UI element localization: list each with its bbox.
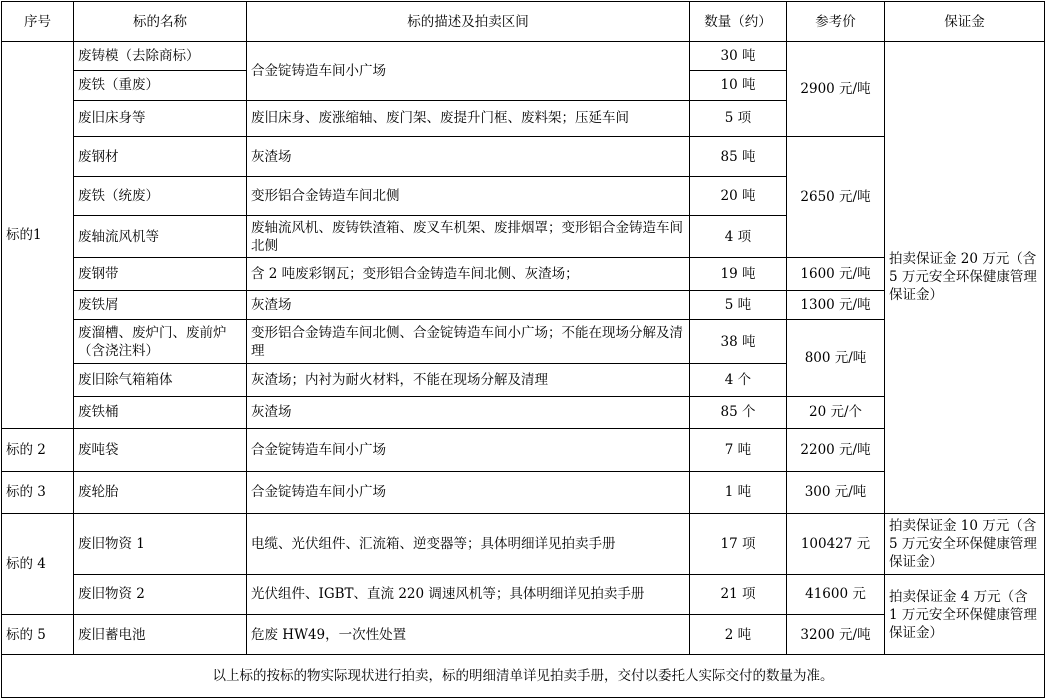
item-name: 废轴流风机等: [74, 215, 247, 257]
header-desc: 标的描述及拍卖区间: [247, 2, 690, 42]
item-desc: 电缆、光伏组件、汇流箱、逆变器等；具体明细详见拍卖手册: [247, 513, 690, 574]
item-desc: 废轴流风机、废铸铁渣箱、废叉车机架、废排烟罩；变形铝合金铸造车间北侧: [247, 215, 690, 257]
item-qty: 19 吨: [690, 258, 787, 290]
item-price: 300 元/吨: [787, 471, 885, 513]
item-qty: 4 项: [690, 215, 787, 257]
item-desc: 灰渣场: [247, 290, 690, 319]
item-desc: 合金锭铸造车间小广场: [247, 471, 690, 513]
deposit-lots-1-3: 拍卖保证金 20 万元（含 5 万元安全环保健康管理保证金）: [885, 42, 1045, 514]
item-qty: 7 吨: [690, 429, 787, 471]
item-name: 废溜槽、废炉门、废前炉（含浇注料）: [74, 319, 247, 363]
item-desc: 变形铝合金铸造车间北侧: [247, 177, 690, 215]
lot-2-label: 标的 2: [2, 429, 74, 471]
item-name: 废旧蓄电池: [74, 615, 247, 655]
item-qty: 85 吨: [690, 137, 787, 177]
lot-3-label: 标的 3: [2, 471, 74, 513]
auction-items-table: [1, 1, 1045, 698]
item-name: 废旧床身等: [74, 100, 247, 136]
item-desc: 光伏组件、IGBT、直流 220 调速风机等；具体明细详见拍卖手册: [247, 574, 690, 614]
item-qty: 17 项: [690, 513, 787, 574]
item-qty: 2 吨: [690, 615, 787, 655]
item-name: 废铁屑: [74, 290, 247, 319]
item-qty: 5 项: [690, 100, 787, 136]
item-desc: 含 2 吨废彩钢瓦；变形铝合金铸造车间北侧、灰渣场；: [247, 258, 690, 290]
item-desc: 灰渣场: [247, 137, 690, 177]
lot-5-label: 标的 5: [2, 615, 74, 655]
deposit-lot-4: 拍卖保证金 10 万元（含 5 万元安全环保健康管理保证金）: [885, 513, 1045, 574]
footer-row: [2, 655, 1045, 698]
table-row: [2, 574, 1045, 614]
item-price: 1600 元/吨: [787, 258, 885, 290]
header-name: 标的名称: [74, 2, 247, 42]
item-price: 2200 元/吨: [787, 429, 885, 471]
table-row: [2, 513, 1045, 574]
item-name: 废钢材: [74, 137, 247, 177]
item-price: 2900 元/吨: [787, 42, 885, 137]
item-name: 废吨袋: [74, 429, 247, 471]
item-price: 100427 元: [787, 513, 885, 574]
item-desc: 灰渣场: [247, 396, 690, 428]
header-qty: 数量（约）: [690, 2, 787, 42]
item-price: 20 元/个: [787, 396, 885, 428]
item-name: 废旧除气箱箱体: [74, 364, 247, 396]
item-qty: 5 吨: [690, 290, 787, 319]
item-price: 3200 元/吨: [787, 615, 885, 655]
item-desc: 废旧床身、废涨缩轴、废门架、废提升门框、废料架；压延车间: [247, 100, 690, 136]
item-price: 1300 元/吨: [787, 290, 885, 319]
item-qty: 21 项: [690, 574, 787, 614]
item-name: 废钢带: [74, 258, 247, 290]
item-qty: 38 吨: [690, 319, 787, 363]
item-desc: 变形铝合金铸造车间北侧、合金锭铸造车间小广场；不能在现场分解及清理: [247, 319, 690, 363]
item-price: 2650 元/吨: [787, 137, 885, 258]
item-price: 41600 元: [787, 574, 885, 614]
item-name: 废旧物资 1: [74, 513, 247, 574]
header-seq: 序号: [2, 2, 74, 42]
deposit-lot-5: 拍卖保证金 4 万元（含 1 万元安全环保健康管理保证金）: [885, 574, 1045, 655]
lot-1-label: 标的1: [2, 42, 74, 429]
item-desc: 合金锭铸造车间小广场: [247, 42, 690, 101]
item-desc: 合金锭铸造车间小广场: [247, 429, 690, 471]
item-name: 废旧物资 2: [74, 574, 247, 614]
item-desc: 灰渣场；内衬为耐火材料，不能在现场分解及清理: [247, 364, 690, 396]
item-name: 废轮胎: [74, 471, 247, 513]
item-qty: 1 吨: [690, 471, 787, 513]
item-name: 废铁（重废）: [74, 71, 247, 100]
item-desc: 危废 HW49，一次性处置: [247, 615, 690, 655]
item-qty: 85 个: [690, 396, 787, 428]
item-qty: 10 吨: [690, 71, 787, 100]
table-row: [2, 42, 1045, 71]
footer-note: 以上标的按标的物实际现状进行拍卖，标的明细清单详见拍卖手册，交付以委托人实际交付的数量为准。: [2, 655, 1045, 698]
item-qty: 4 个: [690, 364, 787, 396]
header-deposit: 保证金: [885, 2, 1045, 42]
item-price: 800 元/吨: [787, 319, 885, 396]
header-row: [2, 2, 1045, 42]
header-price: 参考价: [787, 2, 885, 42]
item-name: 废铁（统废）: [74, 177, 247, 215]
item-qty: 30 吨: [690, 42, 787, 71]
lot-4-label: 标的 4: [2, 513, 74, 614]
item-name: 废铁桶: [74, 396, 247, 428]
item-qty: 20 吨: [690, 177, 787, 215]
item-name: 废铸模（去除商标）: [74, 42, 247, 71]
